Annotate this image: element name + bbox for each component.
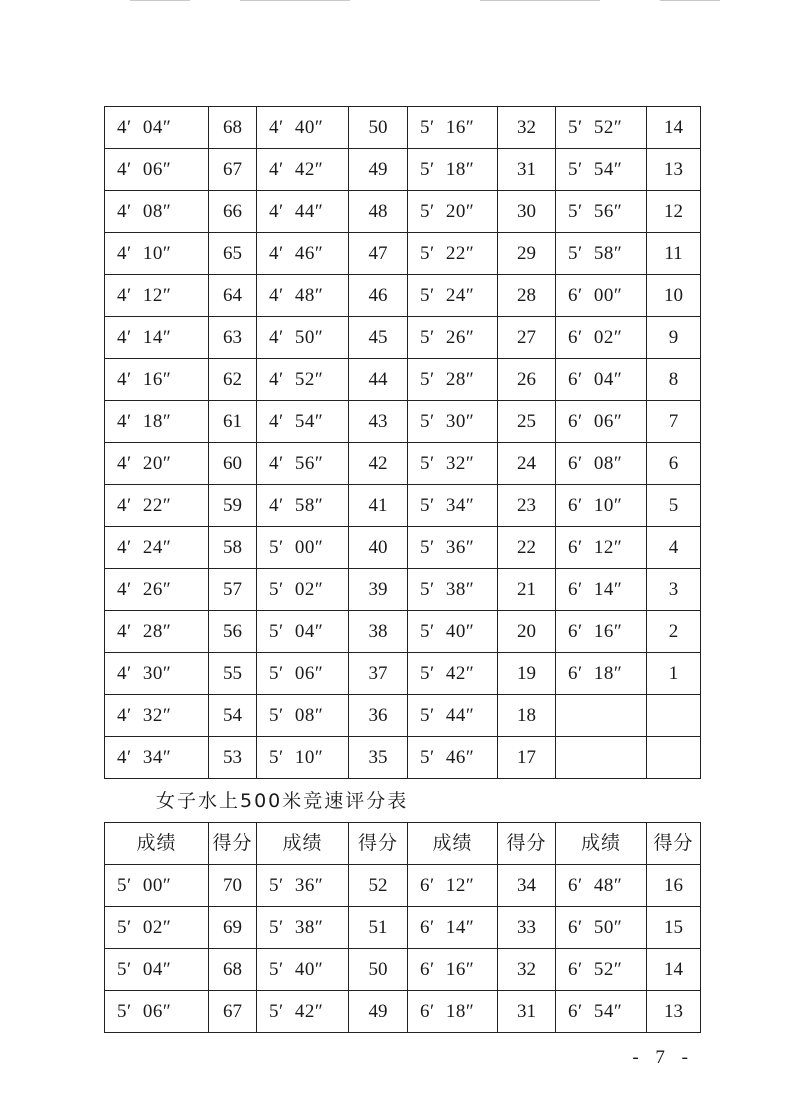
score-cell: 41 bbox=[349, 485, 408, 527]
score-cell: 27 bbox=[498, 317, 556, 359]
time-cell: 5′ 52″ bbox=[556, 107, 647, 149]
score-cell: 8 bbox=[647, 359, 701, 401]
score-cell: 47 bbox=[349, 233, 408, 275]
score-cell: 36 bbox=[349, 695, 408, 737]
time-cell: 5′ 06″ bbox=[105, 991, 209, 1033]
time-cell: 4′ 06″ bbox=[105, 149, 209, 191]
time-cell: 4′ 42″ bbox=[257, 149, 349, 191]
score-cell: 13 bbox=[647, 149, 701, 191]
page-number: - 7 - bbox=[632, 1047, 694, 1068]
score-cell: 22 bbox=[498, 527, 556, 569]
time-cell: 4′ 20″ bbox=[105, 443, 209, 485]
time-cell: 6′ 18″ bbox=[408, 991, 498, 1033]
score-cell: 31 bbox=[498, 149, 556, 191]
table-row bbox=[105, 485, 701, 527]
score-table-body bbox=[105, 107, 701, 779]
time-cell: 5′ 28″ bbox=[408, 359, 498, 401]
time-cell: 5′ 04″ bbox=[257, 611, 349, 653]
score-cell: 68 bbox=[209, 949, 257, 991]
score-cell: 67 bbox=[209, 991, 257, 1033]
score-cell: 31 bbox=[498, 991, 556, 1033]
score-cell: 51 bbox=[349, 907, 408, 949]
time-cell: 4′ 14″ bbox=[105, 317, 209, 359]
time-cell: 6′ 06″ bbox=[556, 401, 647, 443]
header-time: 成绩 bbox=[257, 823, 349, 865]
score-cell: 34 bbox=[498, 865, 556, 907]
score-cell: 12 bbox=[647, 191, 701, 233]
time-cell: 5′ 08″ bbox=[257, 695, 349, 737]
time-cell: 5′ 04″ bbox=[105, 949, 209, 991]
time-cell: 5′ 24″ bbox=[408, 275, 498, 317]
score-cell: 45 bbox=[349, 317, 408, 359]
time-cell: 4′ 16″ bbox=[105, 359, 209, 401]
time-cell: 4′ 56″ bbox=[257, 443, 349, 485]
time-cell: 4′ 28″ bbox=[105, 611, 209, 653]
header-time: 成绩 bbox=[408, 823, 498, 865]
time-cell: 5′ 40″ bbox=[257, 949, 349, 991]
time-cell: 4′ 24″ bbox=[105, 527, 209, 569]
table-row bbox=[105, 317, 701, 359]
score-cell: 35 bbox=[349, 737, 408, 779]
women-500m-score-table bbox=[104, 822, 701, 1033]
score-cell: 50 bbox=[349, 107, 408, 149]
time-cell: 6′ 04″ bbox=[556, 359, 647, 401]
score-cell: 66 bbox=[209, 191, 257, 233]
table-row bbox=[105, 991, 701, 1033]
time-cell: 5′ 30″ bbox=[408, 401, 498, 443]
time-cell: 6′ 10″ bbox=[556, 485, 647, 527]
header-score: 得分 bbox=[647, 823, 701, 865]
table-row bbox=[105, 359, 701, 401]
score-cell: 14 bbox=[647, 949, 701, 991]
score-cell: 4 bbox=[647, 527, 701, 569]
score-cell: 62 bbox=[209, 359, 257, 401]
table-row bbox=[105, 107, 701, 149]
time-cell: 6′ 12″ bbox=[556, 527, 647, 569]
table-row bbox=[105, 401, 701, 443]
time-cell: 5′ 00″ bbox=[105, 865, 209, 907]
time-cell: 4′ 50″ bbox=[257, 317, 349, 359]
score-cell: 17 bbox=[498, 737, 556, 779]
time-cell: 4′ 40″ bbox=[257, 107, 349, 149]
score-cell: 63 bbox=[209, 317, 257, 359]
score-cell: 26 bbox=[498, 359, 556, 401]
score-cell: 9 bbox=[647, 317, 701, 359]
score-cell: 13 bbox=[647, 991, 701, 1033]
time-cell: 4′ 54″ bbox=[257, 401, 349, 443]
time-cell: 5′ 06″ bbox=[257, 653, 349, 695]
score-cell: 49 bbox=[349, 991, 408, 1033]
score-cell: 30 bbox=[498, 191, 556, 233]
time-cell: 6′ 02″ bbox=[556, 317, 647, 359]
score-cell: 24 bbox=[498, 443, 556, 485]
score-cell: 59 bbox=[209, 485, 257, 527]
score-cell: 11 bbox=[647, 233, 701, 275]
time-cell: 5′ 42″ bbox=[257, 991, 349, 1033]
score-cell: 69 bbox=[209, 907, 257, 949]
table-caption: 女子水上500米竞速评分表 bbox=[156, 790, 409, 812]
score-cell: 65 bbox=[209, 233, 257, 275]
score-cell: 37 bbox=[349, 653, 408, 695]
table-row bbox=[105, 949, 701, 991]
table-row bbox=[105, 191, 701, 233]
score-cell: 48 bbox=[349, 191, 408, 233]
time-cell: 4′ 30″ bbox=[105, 653, 209, 695]
score-cell: 53 bbox=[209, 737, 257, 779]
header-score: 得分 bbox=[498, 823, 556, 865]
time-cell: 6′ 16″ bbox=[556, 611, 647, 653]
time-cell: 4′ 44″ bbox=[257, 191, 349, 233]
time-cell: 5′ 02″ bbox=[257, 569, 349, 611]
time-cell: 5′ 20″ bbox=[408, 191, 498, 233]
score-cell: 10 bbox=[647, 275, 701, 317]
time-cell: 5′ 46″ bbox=[408, 737, 498, 779]
header-score: 得分 bbox=[209, 823, 257, 865]
time-cell: 4′ 10″ bbox=[105, 233, 209, 275]
time-cell: 4′ 52″ bbox=[257, 359, 349, 401]
time-cell: 5′ 54″ bbox=[556, 149, 647, 191]
table-row bbox=[105, 233, 701, 275]
top-scan-rule bbox=[120, 0, 720, 2]
time-cell: 4′ 32″ bbox=[105, 695, 209, 737]
time-cell: 6′ 54″ bbox=[556, 991, 647, 1033]
score-cell: 42 bbox=[349, 443, 408, 485]
score-cell bbox=[647, 695, 701, 737]
score-cell: 55 bbox=[209, 653, 257, 695]
score-cell: 67 bbox=[209, 149, 257, 191]
score-cell: 50 bbox=[349, 949, 408, 991]
time-cell: 5′ 38″ bbox=[257, 907, 349, 949]
score-cell: 29 bbox=[498, 233, 556, 275]
time-cell: 5′ 00″ bbox=[257, 527, 349, 569]
time-cell: 6′ 08″ bbox=[556, 443, 647, 485]
score-cell: 57 bbox=[209, 569, 257, 611]
score-cell: 39 bbox=[349, 569, 408, 611]
score-cell: 49 bbox=[349, 149, 408, 191]
score-cell: 19 bbox=[498, 653, 556, 695]
time-cell: 5′ 10″ bbox=[257, 737, 349, 779]
time-cell: 6′ 14″ bbox=[408, 907, 498, 949]
time-cell: 6′ 14″ bbox=[556, 569, 647, 611]
table-row bbox=[105, 443, 701, 485]
table-row bbox=[105, 653, 701, 695]
time-cell: 4′ 26″ bbox=[105, 569, 209, 611]
score-cell: 58 bbox=[209, 527, 257, 569]
score-cell: 56 bbox=[209, 611, 257, 653]
score-cell: 28 bbox=[498, 275, 556, 317]
table-row bbox=[105, 611, 701, 653]
time-cell: 5′ 02″ bbox=[105, 907, 209, 949]
time-cell: 4′ 18″ bbox=[105, 401, 209, 443]
time-cell: 5′ 42″ bbox=[408, 653, 498, 695]
score-cell: 68 bbox=[209, 107, 257, 149]
score-cell: 32 bbox=[498, 949, 556, 991]
score-cell: 1 bbox=[647, 653, 701, 695]
time-cell: 5′ 58″ bbox=[556, 233, 647, 275]
table-row bbox=[105, 149, 701, 191]
table-row bbox=[105, 275, 701, 317]
time-cell: 6′ 52″ bbox=[556, 949, 647, 991]
time-cell: 5′ 32″ bbox=[408, 443, 498, 485]
score-cell: 16 bbox=[647, 865, 701, 907]
table-row bbox=[105, 569, 701, 611]
time-cell: 4′ 12″ bbox=[105, 275, 209, 317]
score-cell: 40 bbox=[349, 527, 408, 569]
time-cell: 4′ 58″ bbox=[257, 485, 349, 527]
time-cell: 4′ 22″ bbox=[105, 485, 209, 527]
score-cell: 2 bbox=[647, 611, 701, 653]
score-cell: 6 bbox=[647, 443, 701, 485]
time-cell: 5′ 16″ bbox=[408, 107, 498, 149]
score-cell: 46 bbox=[349, 275, 408, 317]
header-row bbox=[105, 823, 701, 865]
time-cell: 6′ 48″ bbox=[556, 865, 647, 907]
score-cell: 7 bbox=[647, 401, 701, 443]
time-cell: 6′ 16″ bbox=[408, 949, 498, 991]
score-cell: 70 bbox=[209, 865, 257, 907]
score-cell: 33 bbox=[498, 907, 556, 949]
time-cell: 5′ 36″ bbox=[257, 865, 349, 907]
score-cell: 5 bbox=[647, 485, 701, 527]
table-header bbox=[105, 823, 701, 865]
score-cell: 43 bbox=[349, 401, 408, 443]
score-cell bbox=[647, 737, 701, 779]
score-table-body bbox=[105, 865, 701, 1033]
time-cell: 5′ 44″ bbox=[408, 695, 498, 737]
table-row bbox=[105, 907, 701, 949]
score-cell: 54 bbox=[209, 695, 257, 737]
header-score: 得分 bbox=[349, 823, 408, 865]
time-cell: 4′ 08″ bbox=[105, 191, 209, 233]
time-cell bbox=[556, 695, 647, 737]
time-cell bbox=[556, 737, 647, 779]
score-cell: 64 bbox=[209, 275, 257, 317]
time-cell: 6′ 12″ bbox=[408, 865, 498, 907]
score-cell: 60 bbox=[209, 443, 257, 485]
table-row bbox=[105, 527, 701, 569]
score-cell: 18 bbox=[498, 695, 556, 737]
score-cell: 44 bbox=[349, 359, 408, 401]
score-cell: 25 bbox=[498, 401, 556, 443]
score-cell: 52 bbox=[349, 865, 408, 907]
score-table-continued bbox=[104, 106, 701, 779]
header-time: 成绩 bbox=[556, 823, 647, 865]
header-time: 成绩 bbox=[105, 823, 209, 865]
time-cell: 6′ 00″ bbox=[556, 275, 647, 317]
time-cell: 5′ 18″ bbox=[408, 149, 498, 191]
time-cell: 5′ 36″ bbox=[408, 527, 498, 569]
time-cell: 6′ 18″ bbox=[556, 653, 647, 695]
time-cell: 4′ 46″ bbox=[257, 233, 349, 275]
time-cell: 5′ 38″ bbox=[408, 569, 498, 611]
time-cell: 5′ 22″ bbox=[408, 233, 498, 275]
time-cell: 5′ 34″ bbox=[408, 485, 498, 527]
time-cell: 5′ 40″ bbox=[408, 611, 498, 653]
time-cell: 4′ 34″ bbox=[105, 737, 209, 779]
score-cell: 23 bbox=[498, 485, 556, 527]
time-cell: 5′ 26″ bbox=[408, 317, 498, 359]
score-cell: 61 bbox=[209, 401, 257, 443]
time-cell: 6′ 50″ bbox=[556, 907, 647, 949]
table-row bbox=[105, 865, 701, 907]
score-cell: 15 bbox=[647, 907, 701, 949]
table-row bbox=[105, 695, 701, 737]
score-cell: 14 bbox=[647, 107, 701, 149]
table-row bbox=[105, 737, 701, 779]
score-cell: 32 bbox=[498, 107, 556, 149]
score-cell: 20 bbox=[498, 611, 556, 653]
time-cell: 4′ 04″ bbox=[105, 107, 209, 149]
score-cell: 3 bbox=[647, 569, 701, 611]
time-cell: 4′ 48″ bbox=[257, 275, 349, 317]
time-cell: 5′ 56″ bbox=[556, 191, 647, 233]
score-cell: 21 bbox=[498, 569, 556, 611]
score-cell: 38 bbox=[349, 611, 408, 653]
